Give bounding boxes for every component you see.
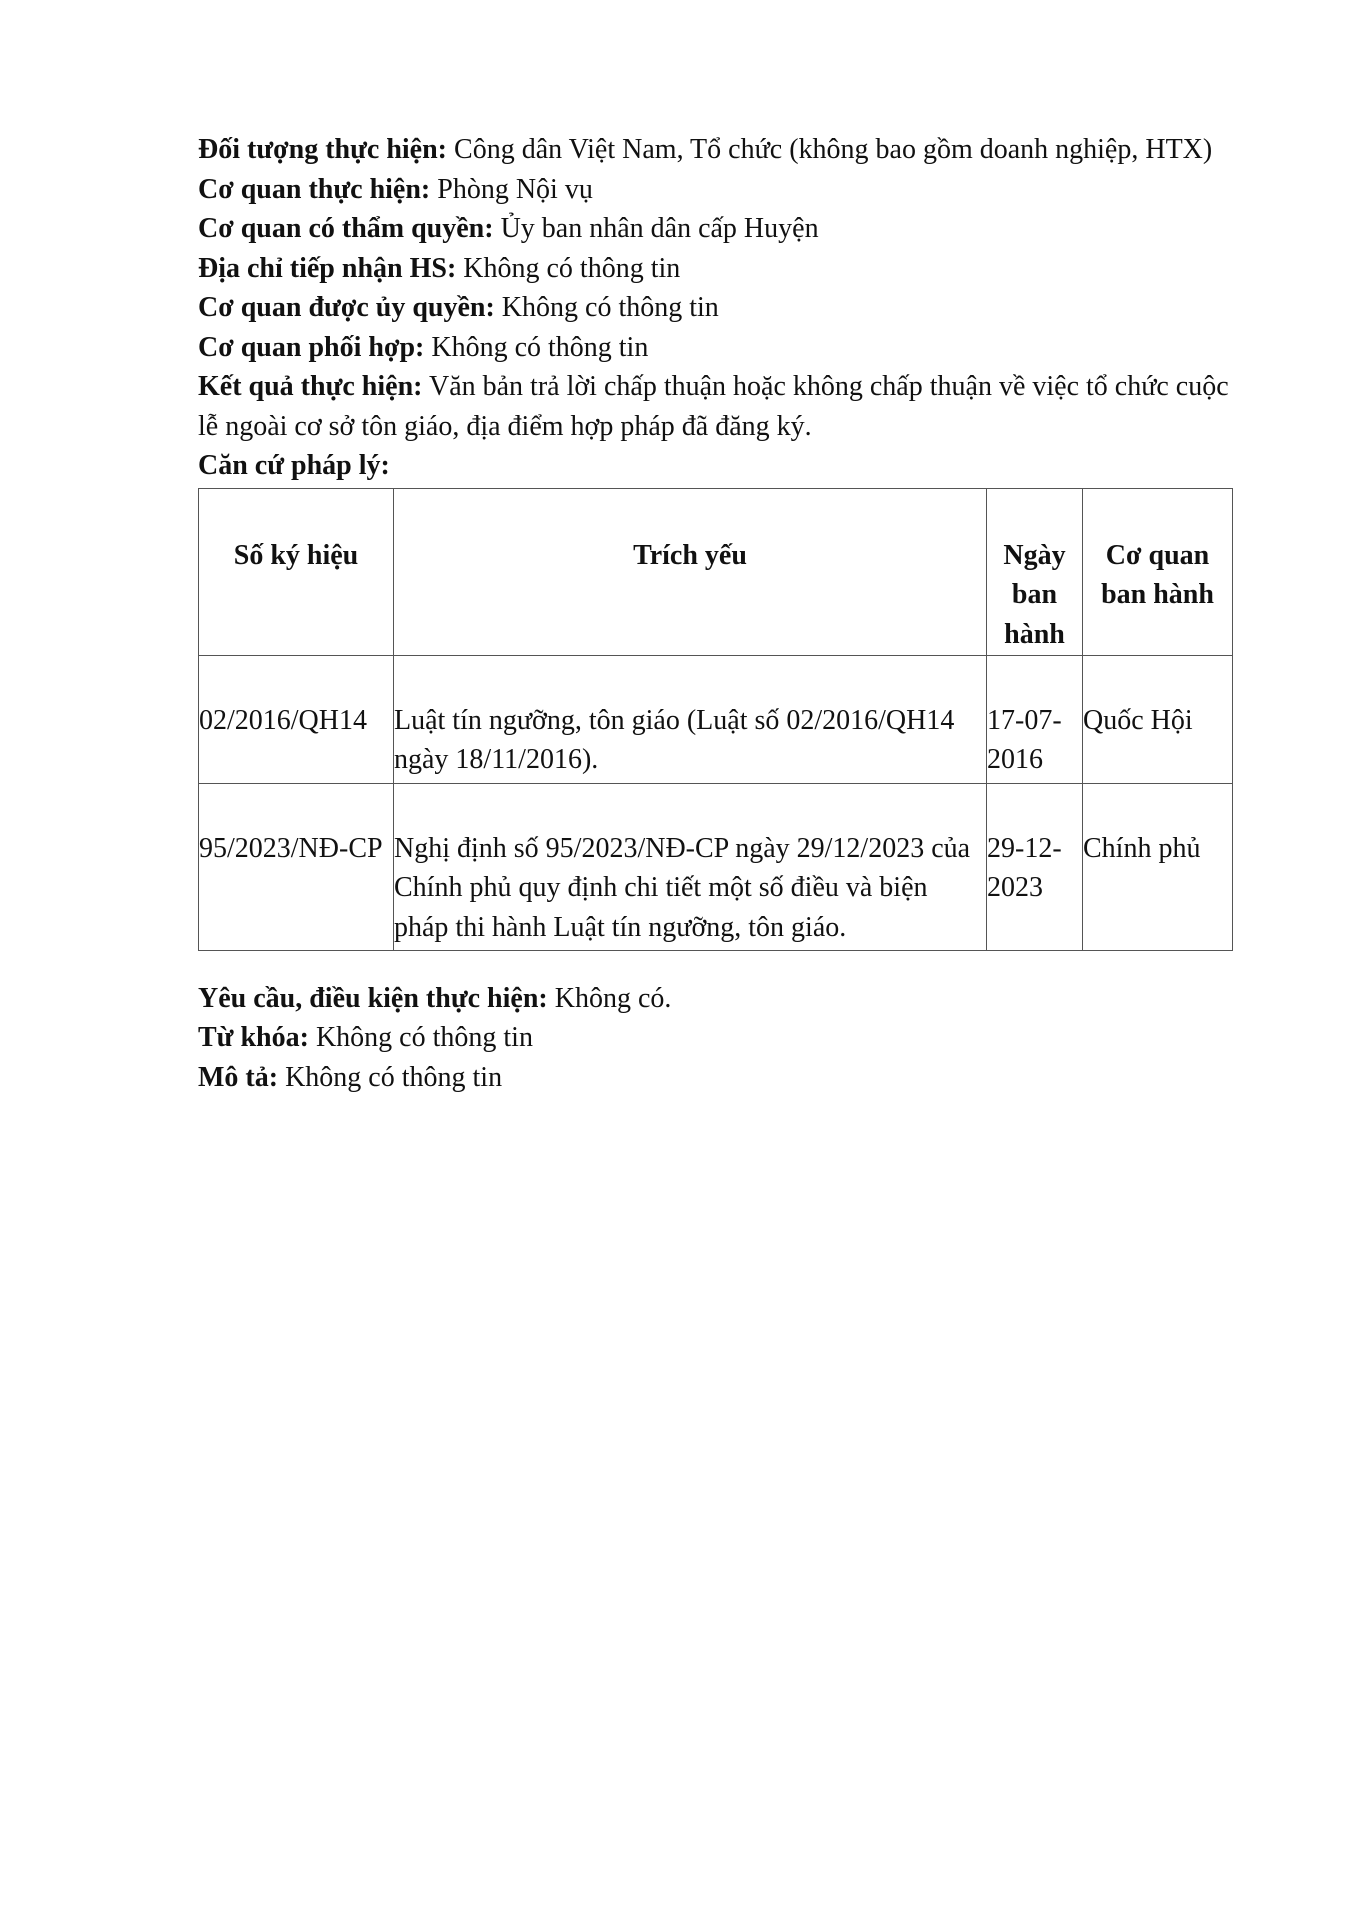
field-mo-ta	[198, 1058, 1233, 1098]
field-ket-qua	[198, 367, 1233, 446]
cell-issuer: Quốc Hội	[1083, 655, 1233, 783]
field-label: Cơ quan được ủy quyền:	[198, 292, 495, 323]
field-doi-tuong	[198, 130, 1233, 170]
field-value: Không có thông tin	[315, 1022, 533, 1053]
header-ngay-ban-hanh: Ngày ban hành	[987, 488, 1083, 655]
table-header-row	[199, 488, 1233, 655]
field-tu-khoa	[198, 1018, 1233, 1058]
header-so-ky-hieu: Số ký hiệu	[199, 488, 394, 655]
field-value: Không có thông tin	[501, 292, 719, 323]
table-row	[199, 783, 1233, 950]
field-label: Địa chỉ tiếp nhận HS:	[198, 252, 457, 284]
field-yeu-cau	[198, 979, 1233, 1019]
document-page	[198, 130, 1233, 1097]
cell-issuer: Chính phủ	[1083, 783, 1233, 950]
field-co-quan-phoi-hop	[198, 328, 1233, 368]
field-label: Mô tả:	[198, 1061, 279, 1093]
cell-code: 02/2016/QH14	[199, 655, 394, 783]
field-label: Cơ quan thực hiện:	[198, 173, 431, 205]
table-row	[199, 655, 1233, 783]
field-value: Không có thông tin	[285, 1061, 503, 1093]
cell-code: 95/2023/NĐ-CP	[199, 783, 394, 950]
field-label: Từ khóa:	[198, 1022, 309, 1053]
field-label: Yêu cầu, điều kiện thực hiện:	[198, 982, 548, 1014]
field-value: Không có.	[554, 982, 672, 1014]
field-value: Văn bản trả lời chấp thuận hoặc không chấp thuận về việc tổ chức cuộc lễ ngoài cơ sở tôn giáo, địa điểm hợp pháp đã đăng ký.	[198, 371, 1229, 442]
cell-date: 29-12-2023	[987, 783, 1083, 950]
legal-basis-table	[198, 488, 1233, 951]
field-value: Công dân Việt Nam, Tổ chức (không bao gồm doanh nghiệp, HTX)	[454, 134, 1213, 165]
field-co-quan-thuc-hien	[198, 170, 1233, 210]
field-value: Phòng Nội vụ	[437, 173, 593, 205]
header-trich-yeu: Trích yếu	[394, 488, 987, 655]
field-label: Đối tượng thực hiện:	[198, 134, 448, 165]
field-dia-chi-tiep-nhan	[198, 249, 1233, 289]
field-label: Cơ quan có thẩm quyền:	[198, 213, 494, 244]
field-value: Ủy ban nhân dân cấp Huyện	[500, 213, 819, 244]
field-label: Cơ quan phối hợp:	[198, 331, 425, 363]
legal-basis-label: Căn cứ pháp lý:	[198, 450, 390, 481]
cell-date: 17-07-2016	[987, 655, 1083, 783]
field-value: Không có thông tin	[463, 252, 681, 284]
legal-basis-heading	[198, 446, 1233, 486]
cell-summary: Nghị định số 95/2023/NĐ-CP ngày 29/12/2023 của Chính phủ quy định chi tiết một số điều và biện pháp thi hành Luật tín ngưỡng, tôn giáo.	[394, 783, 987, 950]
field-co-quan-tham-quyen	[198, 209, 1233, 249]
header-co-quan-ban-hanh: Cơ quan ban hành	[1083, 488, 1233, 655]
field-label: Kết quả thực hiện:	[198, 371, 423, 402]
cell-summary: Luật tín ngưỡng, tôn giáo (Luật số 02/2016/QH14 ngày 18/11/2016).	[394, 655, 987, 783]
field-value: Không có thông tin	[431, 331, 649, 363]
field-co-quan-uy-quyen	[198, 288, 1233, 328]
